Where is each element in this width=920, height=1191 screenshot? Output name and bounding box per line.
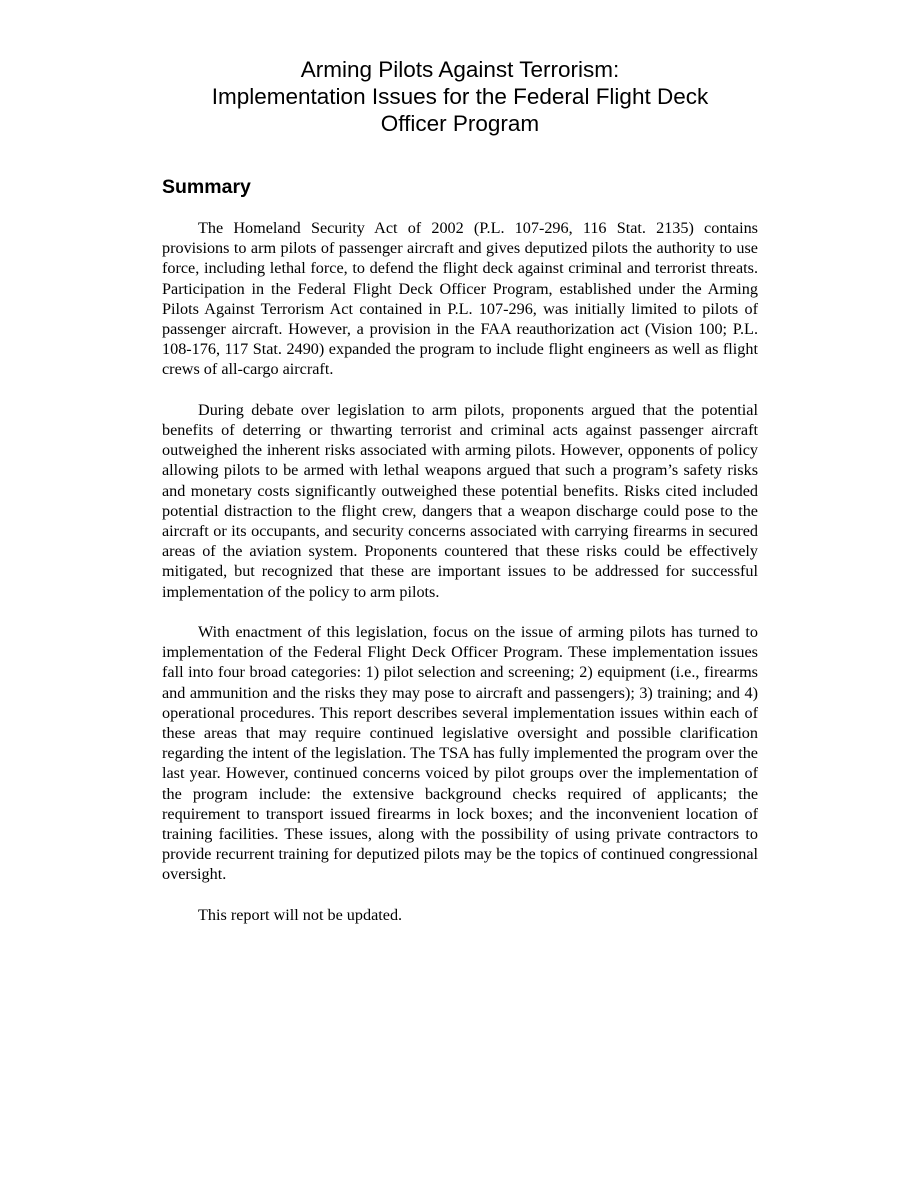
summary-heading: Summary bbox=[162, 176, 251, 198]
summary-paragraph-1: The Homeland Security Act of 2002 (P.L. 107-296, 116 Stat. 2135) contains provisions to arm pilots of passenger aircraft and gives deputized pilots the authority to use force, including lethal force, to defend the flight deck against criminal and terrorist threats. Participation in the Federal Flight Deck Officer Program, established under the Arming Pilots Against Terrorism Act contained in P.L. 107-296, was initially limited to pilots of passenger aircraft. However, a provision in the FAA reauthorization act (Vision 100; P.L. 108-176, 117 Stat. 2490) expanded the program to include flight engineers as well as flight crews of all-cargo aircraft. bbox=[162, 219, 758, 379]
summary-body bbox=[162, 218, 758, 945]
document-title bbox=[100, 56, 820, 137]
summary-paragraph-2: During debate over legislation to arm pilots, proponents argued that the potential benefits of deterring or thwarting terrorist and criminal acts against passenger aircraft outweighed the inherent risks associated with arming pilots. However, opponents of policy allowing pilots to be armed with lethal weapons argued that such a program’s safety risks and monetary costs significantly outweighed these potential benefits. Risks cited included potential distraction to the flight crew, dangers that a weapon discharge could pose to the aircraft or its occupants, and security concerns associated with carrying firearms in secured areas of the aviation system. Proponents countered that these risks could be effectively mitigated, but recognized that these are important issues to be addressed for successful implementation of the policy to arm pilots. bbox=[162, 400, 758, 601]
title-line-2: Implementation Issues for the Federal Flight Deck bbox=[211, 84, 709, 109]
summary-paragraph-4: This report will not be updated. bbox=[198, 905, 403, 924]
summary-paragraph-3: With enactment of this legislation, focus on the issue of arming pilots has turned to implementation of the Federal Flight Deck Officer Program. These implementation issues fall into four broad categories: 1) pilot selection and screening; 2) equipment (i.e., firearms and ammunition and the risks they may pose to aircraft and passengers); 3) training; and 4) operational procedures. This report describes several implementation issues within each of these areas that may require continued legislative oversight and possible clarification regarding the intent of the legislation. The TSA has fully implemented the program over the last year. However, continued concerns voiced by pilot groups over the implementation of the program include: the extensive background checks required of applicants; the requirement to transport issued firearms in lock boxes; and the inconvenient location of training facilities. These issues, along with the possibility of using private contractors to provide recurrent training for deputized pilots may be the topics of continued congressional oversight. bbox=[162, 623, 758, 884]
title-line-1: Arming Pilots Against Terrorism: bbox=[300, 57, 620, 82]
title-line-3: Officer Program bbox=[380, 111, 540, 136]
